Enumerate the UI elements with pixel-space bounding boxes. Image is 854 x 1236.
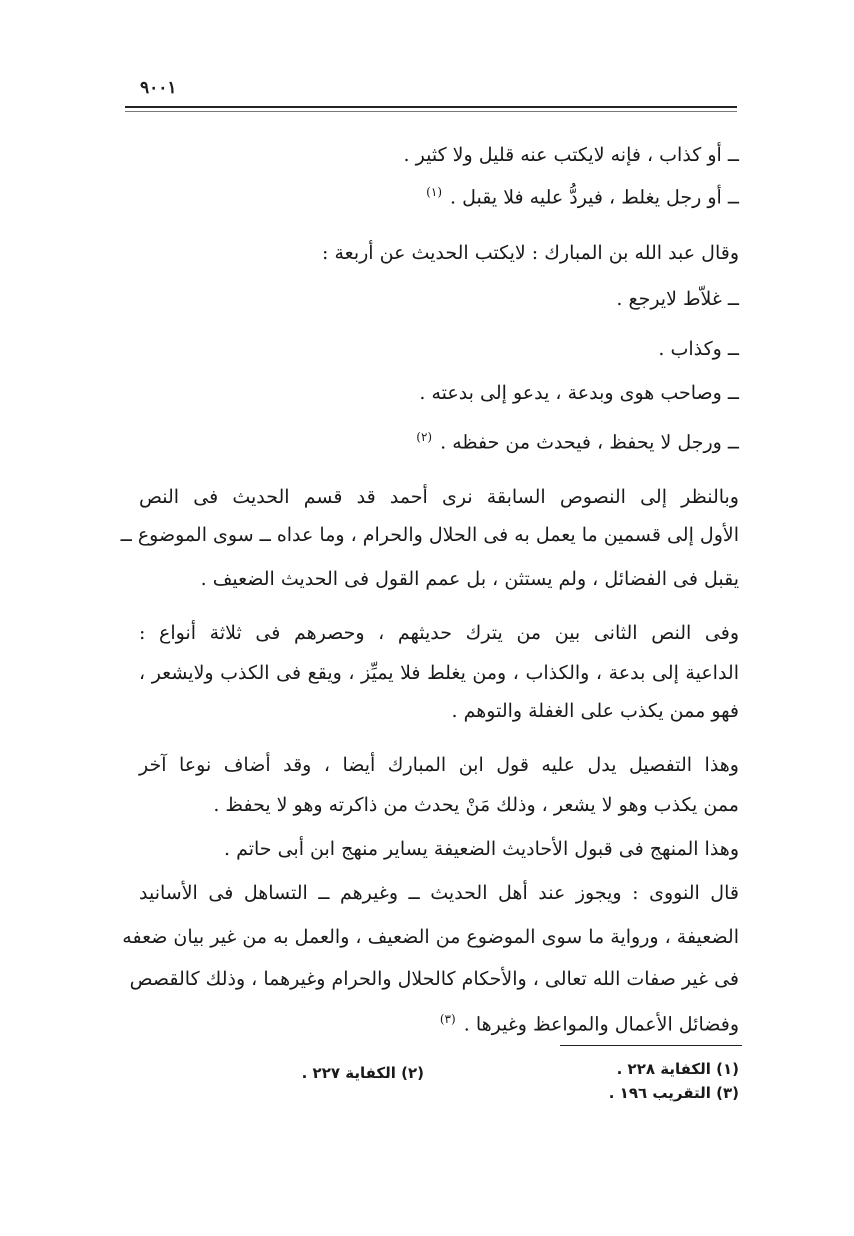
header-rule: [125, 106, 737, 108]
footnote-1: (١) الكفاية ٢٢٨ .: [616, 1060, 739, 1078]
footnote-3: (٣) التقريب ١٩٦ .: [608, 1084, 739, 1102]
list1-item-2-text: ــ أو رجل يغلط ، فيردُّ عليه فلا يقبل .: [450, 186, 739, 209]
footnote-2: (٢) الكفاية ٢٢٧ .: [301, 1064, 424, 1082]
footnote-rule: [560, 1045, 742, 1046]
para2-line-1: وفى النص الثانى بين من يترك حديثهم ، وحصرهم فى ثلاثة أنواع :: [139, 622, 739, 644]
list2-item-2: ــ وكذاب .: [658, 338, 739, 360]
list2-item-3: ــ وصاحب هوى وبدعة ، يدعو إلى بدعته .: [419, 382, 739, 404]
para2-line-3: فهو ممن يكذب على الغفلة والتوهم .: [451, 700, 739, 722]
header-rule-thin: [125, 111, 737, 112]
para5-line-3: فى غير صفات الله تعالى ، والأحكام كالحلال والحرام وغيرهما ، وذلك كالقصص: [129, 968, 739, 990]
para5-line-2: الضعيفة ، ورواية ما سوى الموضوع من الضعيف ، والعمل به من غير بيان ضعفه: [122, 926, 739, 948]
para5-line-1: قال النووى : ويجوز عند أهل الحديث ــ وغيرهم ــ التساهل فى الأسانيد: [139, 882, 739, 904]
footnote-ref-1: (١): [426, 185, 442, 199]
list1-item-1: ــ أو كذاب ، فإنه لايكتب عنه قليل ولا كثير .: [403, 144, 739, 166]
para4-line: وهذا المنهج فى قبول الأحاديث الضعيفة يساير منهج ابن أبى حاتم .: [223, 838, 739, 860]
list2-item-4: [414, 424, 739, 455]
para5-line-4: [438, 1006, 739, 1037]
para3-line-1: وهذا التفصيل يدل عليه قول ابن المبارك أيضا ، وقد أضاف نوعا آخر: [139, 754, 739, 776]
para3-line-2: ممن يكذب وهو لا يشعر ، وذلك مَنْ يحدث من ذاكرته وهو لا يحفظ .: [213, 794, 739, 816]
list1-item-2: [424, 179, 739, 210]
para1-line-3: يقبل فى الفضائل ، ولم يستثن ، بل عمم القول فى الحديث الضعيف .: [200, 568, 739, 590]
footnote-ref-2: (٢): [416, 430, 433, 444]
para1-line-1: وبالنظر إلى النصوص السابقة نرى أحمد قد قسم الحديث فى النص: [139, 486, 739, 508]
para2-line-2: الداعية إلى بدعة ، والكذاب ، ومن يغلط فلا يميِّز ، ويقع فى الكذب ولايشعر ،: [139, 662, 739, 684]
para5-line-4-text: وفضائل الأعمال والمواعظ وغيرها .: [463, 1013, 739, 1036]
list2-item-4-text: ــ ورجل لا يحفظ ، فيحدث من حفظه .: [440, 431, 739, 454]
page-number: ٩٠٠١: [140, 78, 177, 98]
intro-line: وقال عبد الله بن المبارك : لايكتب الحديث عن أربعة :: [322, 242, 739, 264]
list2-item-1: ــ غلاّط لايرجع .: [616, 288, 739, 310]
para1-line-2: الأول إلى قسمين ما يعمل به فى الحلال والحرام ، وما عداه ــ سوى الموضوع ــ: [120, 524, 739, 546]
footnote-ref-3: (٣): [439, 1012, 456, 1026]
